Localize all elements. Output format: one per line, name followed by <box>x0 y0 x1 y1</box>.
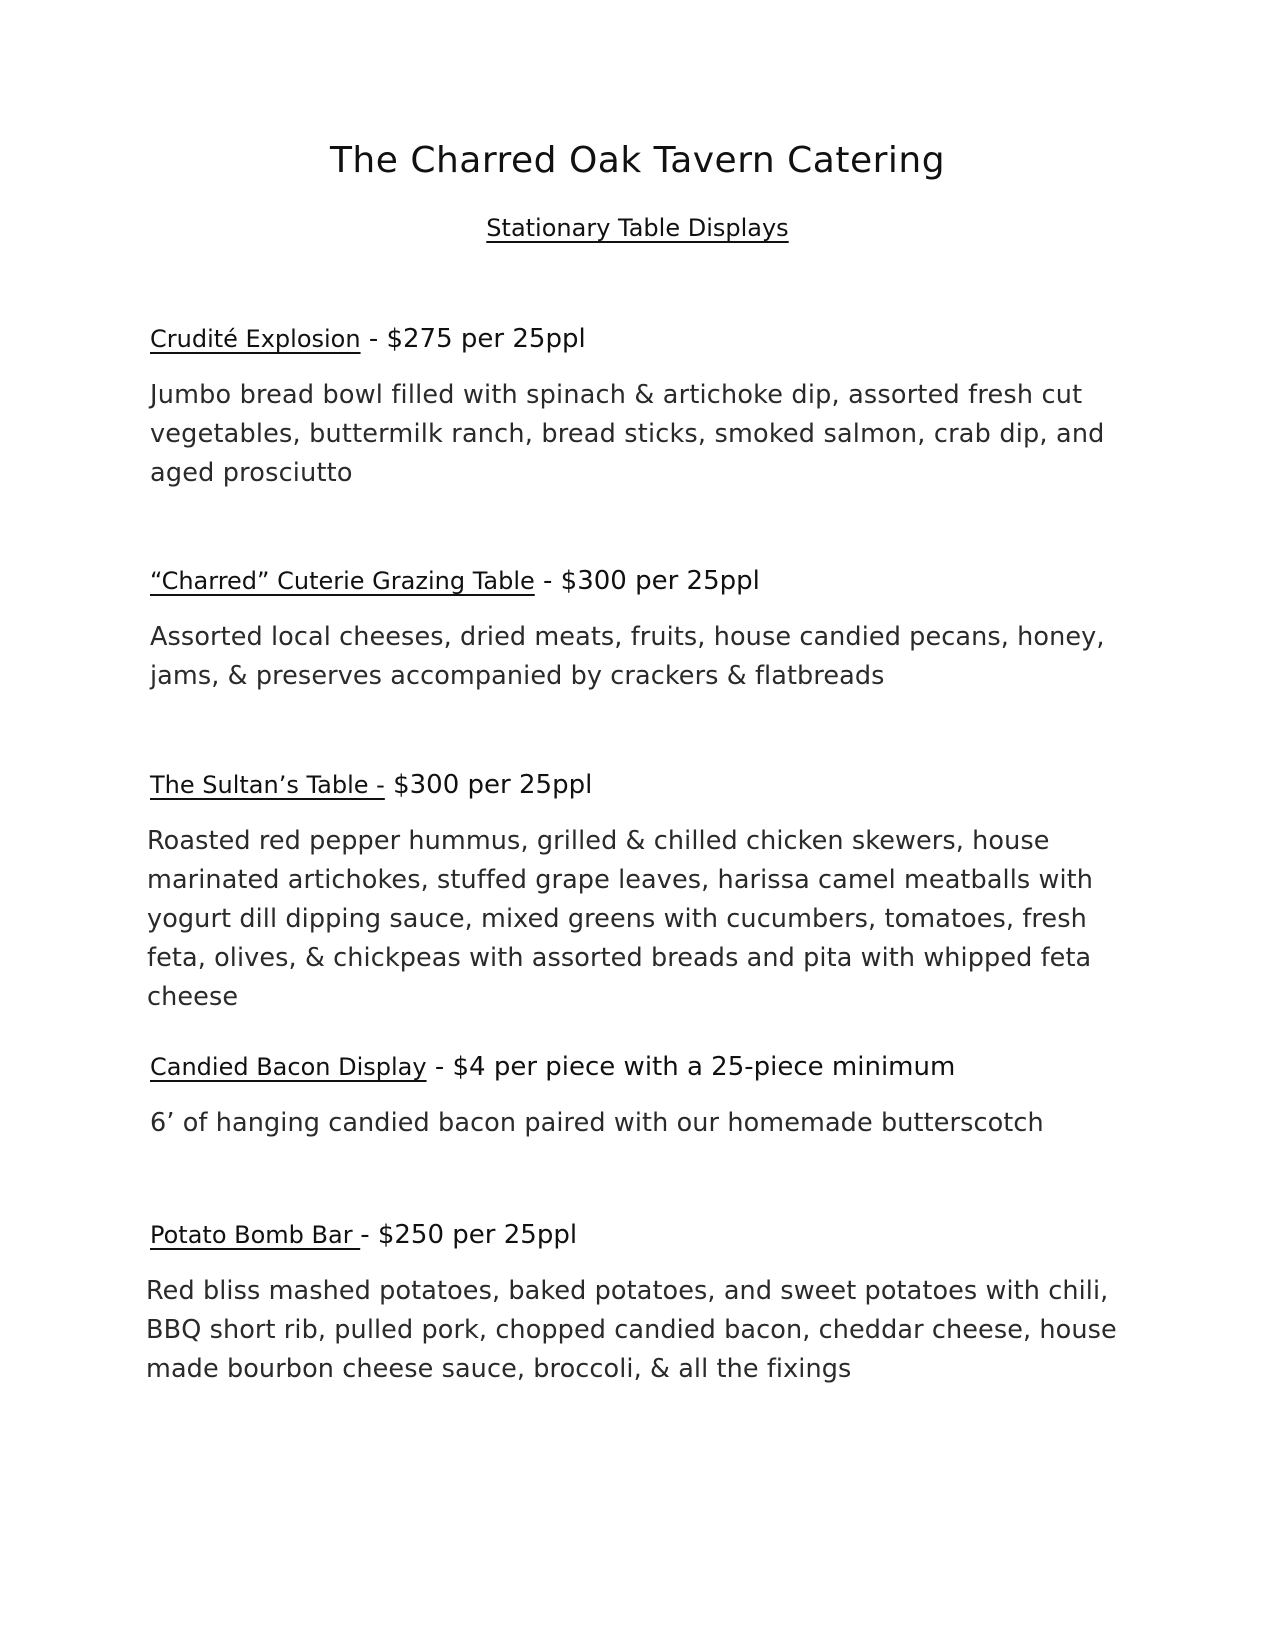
menu-item-description: Jumbo bread bowl filled with spinach & artichoke dip, assorted fresh cut vegetables, buttermilk ranch, bread sticks, smoked salmon, crab dip, and aged prosciutto <box>150 380 1105 488</box>
page-title: The Charred Oak Tavern Catering <box>329 140 946 181</box>
menu-item-description: Roasted red pepper hummus, grilled & chilled chicken skewers, house marinated artichokes, stuffed grape leaves, harissa camel meatballs with yogurt dill dipping sauce, mixed greens with cucumbers, tomatoes, fresh feta, olives, & chickpeas with assorted breads and pita with whipped feta cheese <box>147 826 1094 1012</box>
menu-item-header <box>150 324 1135 354</box>
menu-item-name: Candied Bacon Display <box>150 1053 427 1081</box>
menu-item-header <box>150 770 1135 800</box>
menu-item-name: Potato Bomb Bar <box>150 1221 361 1249</box>
section-heading: Stationary Table Displays <box>486 214 789 242</box>
menu-item-description: Red bliss mashed potatoes, baked potatoes, and sweet potatoes with chili, BBQ short rib, pulled pork, chopped candied bacon, cheddar cheese, house made bourbon cheese sauce, broccoli, & all the fixings <box>146 1276 1117 1384</box>
menu-item-header <box>150 1220 1135 1250</box>
menu-item-price: - $4 per piece with a 25-piece minimum <box>426 1052 956 1082</box>
menu-item-name: “Charred” Cuterie Grazing Table <box>150 567 535 595</box>
menu-item-price: $300 per 25ppl <box>384 770 593 800</box>
menu-item-price: - $250 per 25ppl <box>360 1220 578 1250</box>
menu-item <box>150 566 1135 696</box>
menu-item-header <box>150 1052 1135 1082</box>
menu-item <box>146 1220 1135 1389</box>
menu-item-description: 6’ of hanging candied bacon paired with our homemade butterscotch <box>150 1108 1044 1138</box>
menu-item-price: - $275 per 25ppl <box>360 324 586 354</box>
menu-item <box>150 324 1135 493</box>
menu-item-price: - $300 per 25ppl <box>534 566 760 596</box>
menu-item <box>147 770 1135 1017</box>
menu-item-description: Assorted local cheeses, dried meats, fruits, house candied pecans, honey, jams, & preserves accompanied by crackers & flatbreads <box>150 622 1105 691</box>
menu-item <box>150 1052 1135 1143</box>
menu-item-header <box>150 566 1135 596</box>
menu-item-name: The Sultan’s Table - <box>150 771 385 799</box>
menu-item-name: Crudité Explosion <box>150 325 361 353</box>
